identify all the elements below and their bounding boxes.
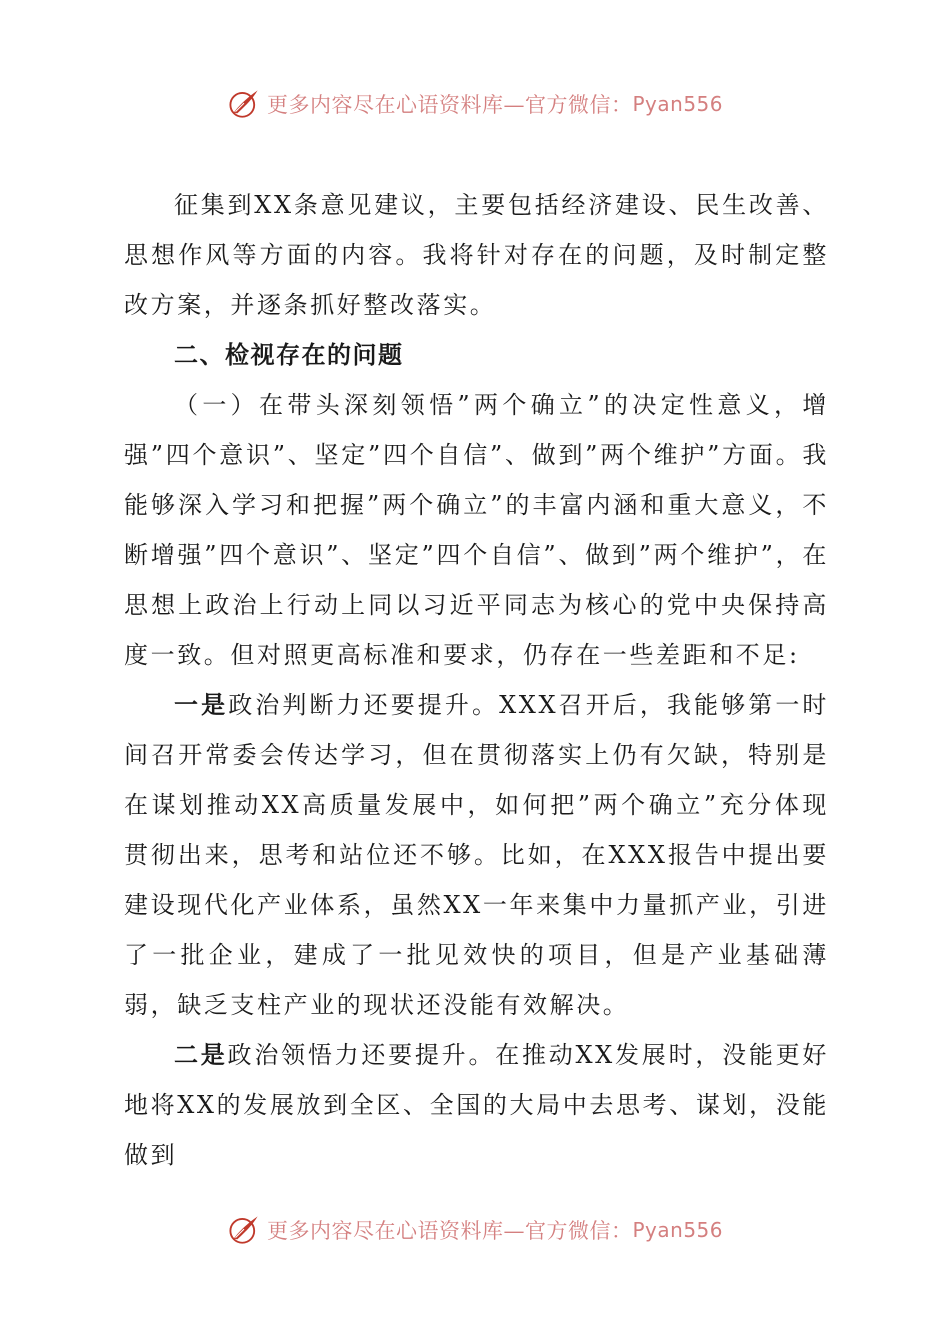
point-one-text: 政治判断力还要提升。XXX召开后，我能够第一时间召开常委会传达学习，但在贯彻落实上仍有欠缺，特别是在谋划推动XX高质量发展中，如何把”两个确立”充分体现贯彻出来，思考和站位还不够。比如，在XXX报告中提出要建设现代化产业体系，虽然XX一年来集中力量抓产业，引进了一批企业，建成了一批见效快的项目，但是产业基础薄弱，缺乏支柱产业的现状还没能有效解决。 — [124, 691, 830, 1019]
watermark-wechat-id: Pyan556 — [632, 92, 723, 116]
point-two-text: 政治领悟力还要提升。在推动XX发展时，没能更好地将XX的发展放到全区、全国的大局中去思考、谋划，没能做到 — [124, 1041, 829, 1169]
document-body — [124, 180, 829, 1180]
paragraph-point-one — [124, 680, 829, 1030]
quill-seal-icon — [227, 87, 261, 121]
watermark-wechat-id: Pyan556 — [632, 1218, 723, 1242]
section-heading: 二、检视存在的问题 — [174, 341, 404, 369]
point-two-lead: 二是 — [174, 1041, 228, 1069]
paragraph-opinions: 征集到XX条意见建议，主要包括经济建设、民生改善、思想作风等方面的内容。我将针对存在的问题，及时制定整改方案，并逐条抓好整改落实。 — [124, 191, 829, 319]
watermark-footer — [0, 1210, 950, 1250]
quill-seal-icon — [227, 1213, 261, 1247]
watermark-header — [0, 84, 950, 124]
watermark-text: 更多内容尽在心语资料库—官方微信： — [266, 1219, 633, 1243]
point-one-lead: 一是 — [174, 691, 229, 719]
watermark-text: 更多内容尽在心语资料库—官方微信： — [266, 93, 633, 117]
paragraph-point-two — [124, 1030, 829, 1180]
paragraph-two-establishments: （一）在带头深刻领悟”两个确立”的决定性意义，增强”四个意识”、坚定”四个自信”、做到”两个维护”方面。我能够深入学习和把握”两个确立”的丰富内涵和重大意义，不断增强”四个意识”、坚定”四个自信”、做到”两个维护”，在思想上政治上行动上同以习近平同志为核心的党中央保持高度一致。但对照更高标准和要求，仍存在一些差距和不足: — [124, 391, 829, 669]
